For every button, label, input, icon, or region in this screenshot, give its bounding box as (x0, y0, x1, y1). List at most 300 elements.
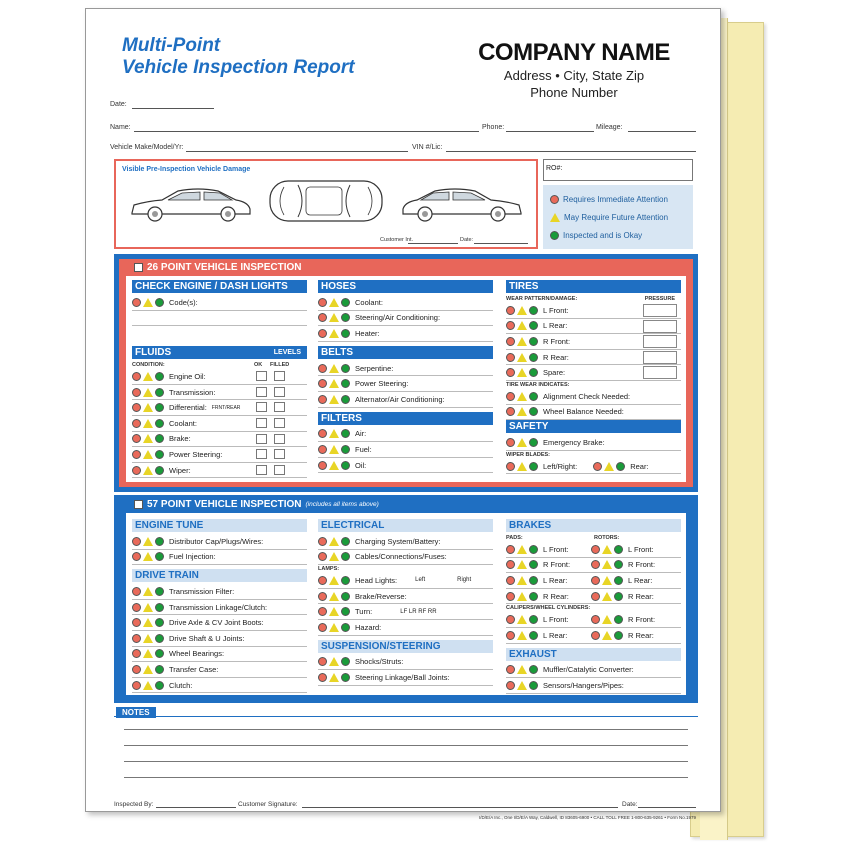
red-circle-icon[interactable] (591, 631, 600, 640)
red-circle-icon[interactable] (318, 395, 327, 404)
hoses-belts-filters-column (318, 280, 493, 473)
green-circle-icon[interactable] (529, 631, 538, 640)
damage-diagram-box (114, 159, 538, 249)
red-circle-icon[interactable] (506, 321, 515, 330)
green-circle-icon[interactable] (529, 392, 538, 401)
company-phone: Phone Number (530, 85, 618, 100)
green-circle-icon[interactable] (155, 587, 164, 596)
pressure-box[interactable] (643, 366, 677, 379)
yellow-triangle-icon[interactable] (143, 681, 153, 690)
customer-init-field[interactable] (408, 243, 458, 244)
inspection-item[interactable]: Coolant: (132, 416, 307, 432)
green-circle-icon[interactable] (341, 445, 350, 454)
belts-header: BELTS (318, 346, 493, 359)
green-circle-icon[interactable] (529, 321, 538, 330)
green-circle-icon[interactable] (529, 615, 538, 624)
yellow-triangle-icon[interactable] (143, 466, 153, 475)
inspection-item[interactable]: Transmission: (132, 385, 307, 401)
ok-checkbox[interactable] (256, 402, 267, 412)
yellow-triangle-icon[interactable] (329, 592, 339, 601)
yellow-triangle-icon[interactable] (602, 592, 612, 601)
green-circle-icon[interactable] (529, 545, 538, 554)
phone-field[interactable] (506, 131, 594, 132)
inspection-item[interactable]: Wheel Bearings: (132, 647, 307, 663)
green-circle-icon[interactable] (341, 364, 350, 373)
green-circle-icon[interactable] (529, 337, 538, 346)
notes-line[interactable] (124, 745, 688, 746)
yellow-triangle-icon[interactable] (143, 434, 153, 443)
red-circle-icon[interactable] (318, 537, 327, 546)
green-circle-icon[interactable] (155, 388, 164, 397)
footer-date-field[interactable] (638, 807, 696, 808)
yellow-triangle-icon[interactable] (329, 623, 339, 632)
footer-date-label: Date: (622, 801, 638, 808)
inspection-item[interactable]: Wheel Balance Needed: (506, 405, 681, 421)
filled-checkbox[interactable] (274, 402, 285, 412)
vehicle-label: Vehicle Make/Model/Yr: (110, 144, 184, 151)
green-circle-icon[interactable] (155, 537, 164, 546)
inspection-item[interactable]: Fuel: (318, 442, 493, 458)
yellow-triangle-icon[interactable] (517, 438, 527, 447)
electrical-suspension-column: ELECTRICAL Charging System/Battery: Cables/Connections/Fuses: LAMPS: Head Lights: Left Right Brake/Reverse: Turn: LF LR RF RR Hazard: SUSPENSION/STEERING Shocks/Struts: Steering Linkage/Ball Joints: (318, 519, 493, 686)
red-circle-icon[interactable] (318, 313, 327, 322)
phone-label: Phone: (482, 124, 505, 131)
yellow-triangle-icon[interactable] (602, 576, 612, 585)
inspection-item[interactable]: Serpentine: (318, 361, 493, 377)
inspection-item[interactable]: Heater: (318, 326, 493, 342)
red-circle-icon[interactable] (132, 466, 141, 475)
yellow-triangle-icon[interactable] (517, 545, 527, 554)
green-circle-icon[interactable] (341, 313, 350, 322)
green-circle-icon[interactable] (155, 450, 164, 459)
yellow-triangle-icon[interactable] (517, 592, 527, 601)
green-circle-icon[interactable] (341, 607, 350, 616)
company-address: Address • City, State Zip (503, 68, 645, 83)
red-circle-icon[interactable] (132, 587, 141, 596)
electrical-header: ELECTRICAL (318, 519, 493, 532)
inspection-item[interactable]: Hazard: (318, 620, 493, 636)
notes-section (114, 707, 698, 787)
inspection-item[interactable]: R Rear: (506, 350, 681, 366)
section-57-checkbox[interactable] (134, 500, 143, 509)
ro-number-field[interactable]: RO#: (543, 159, 693, 181)
yellow-triangle-icon[interactable] (329, 364, 339, 373)
filled-checkbox[interactable] (274, 449, 285, 459)
yellow-triangle-icon[interactable] (143, 618, 153, 627)
yellow-triangle-icon[interactable] (329, 329, 339, 338)
inspection-item[interactable]: Engine Oil: (132, 369, 307, 385)
red-circle-icon[interactable] (506, 631, 515, 640)
pressure-box[interactable] (643, 320, 677, 333)
inspection-item[interactable]: Transmission Linkage/Clutch: (132, 600, 307, 616)
red-circle-icon[interactable] (132, 388, 141, 397)
green-circle-icon[interactable] (341, 329, 350, 338)
red-circle-icon[interactable] (318, 445, 327, 454)
green-circle-icon[interactable] (614, 576, 623, 585)
section-26-checkbox[interactable] (134, 263, 143, 272)
green-circle-icon[interactable] (155, 372, 164, 381)
red-circle-icon[interactable] (591, 615, 600, 624)
green-circle-icon[interactable] (341, 379, 350, 388)
red-circle-icon[interactable] (506, 592, 515, 601)
red-circle-icon[interactable] (591, 545, 600, 554)
brakes-exhaust-column: BRAKES PADS: ROTORS: L Front: L Front: R Front: R Front: L Rear: L Rear: R Rear: R Rear: CALIPERS/WHEEL CYLINDERS: L Front: R Front: L Rear: R Rear: EXHAUST Muffler/Catalytic Converter: Sensors/Hangers/Pipes: (506, 519, 681, 694)
red-circle-icon[interactable] (132, 537, 141, 546)
yellow-triangle-icon[interactable] (143, 403, 153, 412)
green-circle-icon[interactable] (155, 552, 164, 561)
yellow-triangle-icon[interactable] (602, 545, 612, 554)
red-circle-icon[interactable] (318, 607, 327, 616)
red-circle-icon[interactable] (506, 576, 515, 585)
section-57-header: 57 POINT VEHICLE INSPECTION (includes all items above) (134, 499, 379, 510)
green-circle-icon[interactable] (155, 681, 164, 690)
ok-checkbox[interactable] (256, 387, 267, 397)
brakes-header: BRAKES (506, 519, 681, 532)
filled-checkbox[interactable] (274, 418, 285, 428)
brake-item[interactable]: R Rear: R Rear: (506, 589, 681, 605)
brake-item[interactable]: R Front: R Front: (506, 558, 681, 574)
date-field[interactable] (132, 108, 214, 109)
vehicle-field[interactable] (186, 151, 408, 152)
red-circle-icon[interactable] (506, 392, 515, 401)
green-circle-icon[interactable] (341, 461, 350, 470)
green-circle-icon[interactable] (529, 438, 538, 447)
customer-init-label: Customer Int. (380, 237, 414, 243)
inspection-item[interactable]: Cables/Connections/Fuses: (318, 550, 493, 566)
green-circle-icon[interactable] (341, 298, 350, 307)
yellow-triangle-icon[interactable] (602, 631, 612, 640)
red-circle-icon[interactable] (591, 576, 600, 585)
yellow-triangle-icon[interactable] (143, 634, 153, 643)
yellow-triangle-icon[interactable] (517, 407, 527, 416)
tires-header: TIRES (506, 280, 681, 293)
yellow-triangle-icon[interactable] (329, 298, 339, 307)
yellow-triangle-icon[interactable] (517, 631, 527, 640)
yellow-triangle-icon[interactable] (329, 657, 339, 666)
red-circle-icon[interactable] (506, 681, 515, 690)
damage-date-label: Date: (460, 237, 474, 243)
name-label: Name: (110, 124, 131, 131)
inspection-item[interactable]: Sensors/Hangers/Pipes: (506, 678, 681, 694)
red-circle-icon[interactable] (132, 649, 141, 658)
yellow-triangle-icon[interactable] (329, 461, 339, 470)
green-circle-icon[interactable] (341, 592, 350, 601)
red-circle-icon[interactable] (132, 634, 141, 643)
green-circle-icon[interactable] (155, 618, 164, 627)
legend-red: Requires Immediate Attention (550, 195, 668, 204)
brake-item[interactable]: L Front: R Front: (506, 612, 681, 628)
green-circle-icon[interactable] (155, 403, 164, 412)
car-top-view-icon (266, 175, 386, 227)
green-circle-icon[interactable] (529, 368, 538, 377)
check-engine-header: CHECK ENGINE / DASH LIGHTS (132, 280, 307, 293)
mileage-label: Mileage: (596, 124, 623, 131)
yellow-triangle-icon[interactable] (517, 321, 527, 330)
inspection-item[interactable]: Emergency Brake: (506, 435, 681, 451)
yellow-triangle-icon[interactable] (517, 681, 527, 690)
footer-credit: I/D/E/A Inc., One I/D/E/A Way, Caldwell, ID 83605-6900 • CALL TOLL FREE 1-800-635-9261 • Form No.1979 (478, 815, 696, 820)
date-label: Date: (110, 101, 127, 108)
suspension-header: SUSPENSION/STEERING (318, 640, 493, 653)
yellow-triangle-icon[interactable] (143, 603, 153, 612)
legend-box (543, 185, 693, 249)
red-circle-icon[interactable] (318, 364, 327, 373)
wiper-blades-item[interactable]: Left/Right: Rear: (506, 459, 681, 475)
name-field[interactable] (134, 131, 479, 132)
inspection-item[interactable]: Oil: (318, 458, 493, 474)
inspection-item[interactable]: Distributor Cap/Plugs/Wires: (132, 534, 307, 550)
yellow-triangle-icon[interactable] (602, 615, 612, 624)
inspection-item[interactable]: Transfer Case: (132, 662, 307, 678)
inspection-item[interactable]: Alignment Check Needed: (506, 389, 681, 405)
red-circle-icon[interactable] (506, 306, 515, 315)
red-circle-icon[interactable] (506, 545, 515, 554)
legend-yellow: May Require Future Attention (550, 213, 668, 222)
yellow-triangle-icon[interactable] (143, 665, 153, 674)
red-circle-icon[interactable] (318, 657, 327, 666)
red-circle-icon[interactable] (318, 329, 327, 338)
brake-item[interactable]: L Front: L Front: (506, 542, 681, 558)
yellow-triangle-icon[interactable] (517, 560, 527, 569)
notes-header: NOTES (116, 707, 156, 718)
inspection-item[interactable]: Brake/Reverse: (318, 589, 493, 605)
red-circle-icon[interactable] (591, 560, 600, 569)
yellow-triangle-icon[interactable] (143, 372, 153, 381)
inspected-by-label: Inspected By: (114, 801, 154, 808)
red-circle-icon[interactable] (132, 434, 141, 443)
green-circle-icon[interactable] (155, 603, 164, 612)
tires-safety-column: TIRES WEAR PATTERN/DAMAGE: PRESSURE L Front: L Rear: R Front: R Rear: Spare: TIRE WEAR INDICATES: Alignment Check Needed: Wheel Balance Needed: SAFETY Emergency Brake: WIPER BLADES: Left/Right: Rear: (506, 280, 681, 474)
section-57-point (114, 495, 698, 703)
notes-line[interactable] (124, 761, 688, 762)
green-circle-icon[interactable] (529, 592, 538, 601)
yellow-triangle-icon[interactable] (329, 445, 339, 454)
legend-green: Inspected and is Okay (550, 231, 642, 240)
inspection-form-sheet (85, 8, 721, 820)
green-circle-icon[interactable] (341, 552, 350, 561)
red-circle-icon[interactable] (318, 592, 327, 601)
green-circle-icon[interactable] (341, 395, 350, 404)
green-circle-icon[interactable] (529, 665, 538, 674)
engine-drive-column (132, 519, 307, 693)
notes-line[interactable] (124, 729, 688, 730)
yellow-triangle-icon[interactable] (143, 388, 153, 397)
inspection-item[interactable]: Air: (318, 427, 493, 443)
yellow-triangle-icon (550, 213, 560, 222)
yellow-triangle-icon[interactable] (329, 537, 339, 546)
yellow-triangle-icon[interactable] (517, 353, 527, 362)
inspection-item[interactable]: Drive Shaft & U Joints: (132, 631, 307, 647)
yellow-triangle-icon[interactable] (329, 313, 339, 322)
green-circle-icon[interactable] (155, 665, 164, 674)
green-circle-icon[interactable] (155, 466, 164, 475)
ok-checkbox[interactable] (256, 371, 267, 381)
inspection-item[interactable]: Differential: FRNT/REAR (132, 400, 307, 416)
inspection-item[interactable]: L Rear: (506, 319, 681, 335)
inspection-item[interactable]: Charging System/Battery: (318, 534, 493, 550)
red-circle-icon[interactable] (132, 419, 141, 428)
red-circle-icon[interactable] (318, 429, 327, 438)
company-block (476, 39, 672, 101)
ok-checkbox[interactable] (256, 434, 267, 444)
pressure-box[interactable] (643, 304, 677, 317)
yellow-triangle-icon[interactable] (329, 607, 339, 616)
ok-checkbox[interactable] (256, 418, 267, 428)
filled-checkbox[interactable] (274, 434, 285, 444)
inspection-item[interactable]: L Front: (506, 303, 681, 319)
yellow-triangle-icon[interactable] (517, 306, 527, 315)
green-circle-icon[interactable] (614, 592, 623, 601)
inspection-item[interactable]: Fuel Injection: (132, 550, 307, 566)
yellow-triangle-icon[interactable] (143, 552, 153, 561)
pressure-box[interactable] (643, 351, 677, 364)
red-circle-icon[interactable] (132, 372, 141, 381)
yellow-triangle-icon[interactable] (517, 576, 527, 585)
head-lights-item[interactable]: Head Lights: Left Right (318, 573, 493, 589)
red-circle-icon[interactable] (132, 665, 141, 674)
green-circle-icon[interactable] (614, 631, 623, 640)
inspection-item[interactable]: R Front: (506, 334, 681, 350)
green-circle-icon[interactable] (341, 537, 350, 546)
inspection-item[interactable]: Drive Axle & CV Joint Boots: (132, 615, 307, 631)
inspection-item[interactable]: Clutch: (132, 678, 307, 694)
yellow-triangle-icon[interactable] (143, 419, 153, 428)
red-circle-icon[interactable] (591, 592, 600, 601)
vin-field[interactable] (446, 151, 696, 152)
yellow-triangle-icon[interactable] (329, 429, 339, 438)
car-side-left-icon (128, 183, 253, 225)
hoses-header: HOSES (318, 280, 493, 293)
yellow-triangle-icon[interactable] (602, 560, 612, 569)
inspection-item[interactable]: Turn: LF LR RF RR (318, 604, 493, 620)
red-circle-icon[interactable] (132, 681, 141, 690)
section-26-point (114, 254, 698, 492)
section-26-header: 26 POINT VEHICLE INSPECTION (134, 262, 301, 273)
green-circle-icon[interactable] (614, 615, 623, 624)
red-circle-icon[interactable] (506, 353, 515, 362)
mileage-field[interactable] (628, 131, 696, 132)
red-circle-icon[interactable] (132, 450, 141, 459)
yellow-triangle-icon[interactable] (329, 552, 339, 561)
form-title: Multi-Point Vehicle Inspection Report (122, 35, 355, 78)
damage-date-field[interactable] (474, 243, 528, 244)
red-circle-icon[interactable] (506, 665, 515, 674)
customer-signature-label: Customer Signature: (238, 801, 298, 808)
green-circle-icon[interactable] (529, 576, 538, 585)
brake-item[interactable]: L Rear: L Rear: (506, 573, 681, 589)
green-circle-icon[interactable] (155, 419, 164, 428)
brake-item[interactable]: L Rear: R Rear: (506, 628, 681, 644)
red-circle-icon[interactable] (506, 560, 515, 569)
inspection-item[interactable]: Muffler/Catalytic Converter: (506, 663, 681, 679)
red-circle-icon[interactable] (506, 407, 515, 416)
inspection-item[interactable]: Coolant: (318, 295, 493, 311)
inspection-item[interactable]: Shocks/Struts: (318, 655, 493, 671)
green-circle-icon[interactable] (529, 306, 538, 315)
check-item[interactable]: Code(s): (132, 295, 307, 311)
green-circle-icon[interactable] (341, 657, 350, 666)
red-circle-icon[interactable] (506, 368, 515, 377)
green-circle-icon[interactable] (341, 673, 350, 682)
yellow-triangle-icon[interactable] (143, 537, 153, 546)
red-circle-icon[interactable] (318, 461, 327, 470)
customer-signature-field[interactable] (302, 807, 618, 808)
green-circle-icon[interactable] (341, 623, 350, 632)
green-circle-icon[interactable] (155, 434, 164, 443)
green-circle-icon[interactable] (614, 545, 623, 554)
yellow-triangle-icon[interactable] (517, 615, 527, 624)
inspected-by-field[interactable] (156, 807, 236, 808)
inspection-item[interactable]: Spare: (506, 365, 681, 381)
red-circle-icon[interactable] (506, 615, 515, 624)
green-circle-icon[interactable] (341, 429, 350, 438)
pressure-box[interactable] (643, 335, 677, 348)
red-circle-icon[interactable] (132, 552, 141, 561)
filled-checkbox[interactable] (274, 371, 285, 381)
filters-header: FILTERS (318, 412, 493, 425)
inspection-item[interactable]: Steering Linkage/Ball Joints: (318, 670, 493, 686)
green-circle-icon[interactable] (529, 353, 538, 362)
red-circle-icon[interactable] (506, 438, 515, 447)
filled-checkbox[interactable] (274, 465, 285, 475)
yellow-triangle-icon[interactable] (517, 665, 527, 674)
yellow-triangle-icon[interactable] (329, 395, 339, 404)
inspection-item[interactable]: Power Steering: (318, 376, 493, 392)
green-circle-icon (550, 231, 559, 240)
safety-header: SAFETY (506, 420, 681, 433)
vin-label: VIN #/Lic: (412, 144, 443, 151)
red-circle-icon[interactable] (132, 403, 141, 412)
yellow-triangle-icon[interactable] (143, 587, 153, 596)
yellow-triangle-icon[interactable] (517, 337, 527, 346)
red-circle-icon[interactable] (318, 298, 327, 307)
filled-checkbox[interactable] (274, 387, 285, 397)
green-circle-icon[interactable] (155, 649, 164, 658)
yellow-triangle-icon[interactable] (329, 379, 339, 388)
ok-checkbox[interactable] (256, 465, 267, 475)
damage-title: Visible Pre-Inspection Vehicle Damage (122, 166, 251, 173)
red-circle-icon[interactable] (318, 552, 327, 561)
notes-line[interactable] (124, 777, 688, 778)
inspection-item[interactable]: Wiper: (132, 463, 307, 479)
inspection-item[interactable]: Power Steering: (132, 447, 307, 463)
yellow-triangle-icon[interactable] (143, 450, 153, 459)
red-circle-icon[interactable] (506, 337, 515, 346)
green-circle-icon[interactable] (155, 634, 164, 643)
green-circle-icon[interactable] (529, 560, 538, 569)
red-circle-icon[interactable] (132, 603, 141, 612)
ok-checkbox[interactable] (256, 449, 267, 459)
inspection-item[interactable]: Alternator/Air Conditioning: (318, 392, 493, 408)
red-circle-icon[interactable] (132, 618, 141, 627)
car-side-right-icon (400, 183, 525, 225)
red-circle-icon[interactable] (318, 673, 327, 682)
yellow-triangle-icon[interactable] (517, 368, 527, 377)
yellow-triangle-icon[interactable] (143, 649, 153, 658)
green-circle-icon[interactable] (529, 681, 538, 690)
inspection-item[interactable]: Brake: (132, 432, 307, 448)
red-circle-icon[interactable] (318, 379, 327, 388)
inspection-item[interactable]: Transmission Filter: (132, 584, 307, 600)
green-circle-icon[interactable] (529, 407, 538, 416)
green-circle-icon[interactable] (614, 560, 623, 569)
yellow-triangle-icon[interactable] (329, 673, 339, 682)
inspection-item[interactable]: Steering/Air Conditioning: (318, 311, 493, 327)
drive-train-header: DRIVE TRAIN (132, 569, 307, 582)
yellow-triangle-icon[interactable] (517, 392, 527, 401)
engine-tune-header: ENGINE TUNE (132, 519, 307, 532)
red-circle-icon[interactable] (318, 623, 327, 632)
